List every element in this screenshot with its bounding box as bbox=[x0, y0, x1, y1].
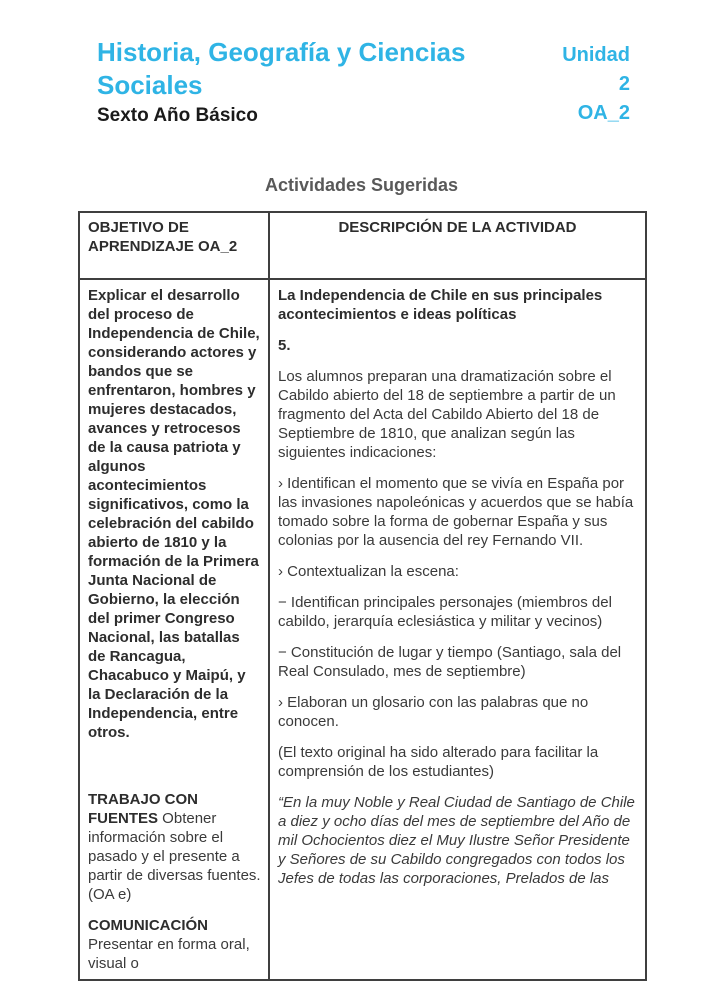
document-header-left bbox=[97, 36, 546, 129]
document-header bbox=[97, 36, 630, 129]
section-title: Actividades Sugeridas bbox=[264, 175, 459, 195]
trabajo-con-fuentes-paragraph bbox=[88, 790, 261, 904]
activity-description-cell bbox=[269, 279, 646, 980]
trabajo-con-fuentes-text: Obtener información sobre el pasado y el presente a partir de diversas fuentes. (OA e) bbox=[88, 810, 261, 903]
activity-note: (El texto original ha sido alterado para facilitar la comprensión de los estudiantes) bbox=[278, 744, 599, 780]
oa-code-label: OA_2 bbox=[577, 102, 630, 124]
activity-bullet-1: › Identifican el momento que se vivía en España por las invasiones napoleónicas y acuerdos que se había tomado sobre la forma de gobernar España y sus colonias por la ausencia del rey Fernando VII. bbox=[278, 475, 634, 549]
document-page bbox=[0, 36, 720, 972]
activity-quote: “En la muy Noble y Real Ciudad de Santiago de Chile a diez y ocho días del mes de septiembre del Año de mil Ochocientos diez el Muy Ilustre Señor Presidente y Señores de su Cabildo congregados con todos los Jefes de todas las corporaciones, Prelados de las bbox=[278, 794, 635, 887]
comunicacion-label: COMUNICACIÓN bbox=[88, 917, 208, 934]
document-header-right bbox=[546, 41, 630, 129]
objective-column-header: OBJETIVO DE APRENDIZAJE OA_2 bbox=[79, 212, 269, 279]
activity-intro: Los alumnos preparan una dramatización sobre el Cabildo abierto del 18 de septiembre a partir de un fragmento del Acta del Cabildo Abierto del 18 de Septiembre de 1810, que analizan según las siguientes indicaciones: bbox=[278, 368, 616, 461]
comunicacion-text: Presentar en forma oral, visual o bbox=[88, 936, 250, 972]
table-body-row bbox=[79, 279, 646, 980]
activity-heading: La Independencia de Chile en sus principales acontecimientos e ideas políticas bbox=[278, 287, 603, 323]
trabajo-con-fuentes-label: TRABAJO CON FUENTES bbox=[88, 791, 199, 827]
objective-cell bbox=[79, 279, 269, 980]
activity-bullet-2: › Contextualizan la escena: bbox=[278, 563, 459, 580]
table-header-row bbox=[79, 212, 646, 279]
activity-number: 5. bbox=[278, 337, 291, 354]
comunicacion-paragraph bbox=[88, 916, 261, 973]
unit-label: Unidad 2 bbox=[562, 44, 630, 95]
activity-bullet-3: › Elaboran un glosario con las palabras que no conocen. bbox=[278, 694, 589, 730]
subject-title: Historia, Geografía y Ciencias Sociales bbox=[97, 37, 466, 100]
description-column-header: DESCRIPCIÓN DE LA ACTIVIDAD bbox=[269, 212, 646, 279]
objective-text: Explicar el desarrollo del proceso de Independencia de Chile, considerando actores y bandos que se enfrentaron, hombres y mujeres destacados, avances y retrocesos de la causa patriota y algunos acontecimientos significativos, como la celebración del cabildo abierto de 1810 y la formación de la Primera Junta Nacional de Gobierno, la elección del primer Congreso Nacional, las batallas de Rancagua, Chacabuco y Maipú, y la Declaración de la Independencia, entre otros. bbox=[88, 287, 260, 741]
grade-level: Sexto Año Básico bbox=[97, 105, 258, 126]
activities-table bbox=[78, 211, 647, 981]
activity-sub-bullet-1: − Identifican principales personajes (miembros del cabildo, jerarquía eclesiástica y militar y vecinos) bbox=[278, 594, 612, 630]
activity-sub-bullet-2: − Constitución de lugar y tiempo (Santiago, sala del Real Consulado, mes de septiembre) bbox=[278, 644, 622, 680]
